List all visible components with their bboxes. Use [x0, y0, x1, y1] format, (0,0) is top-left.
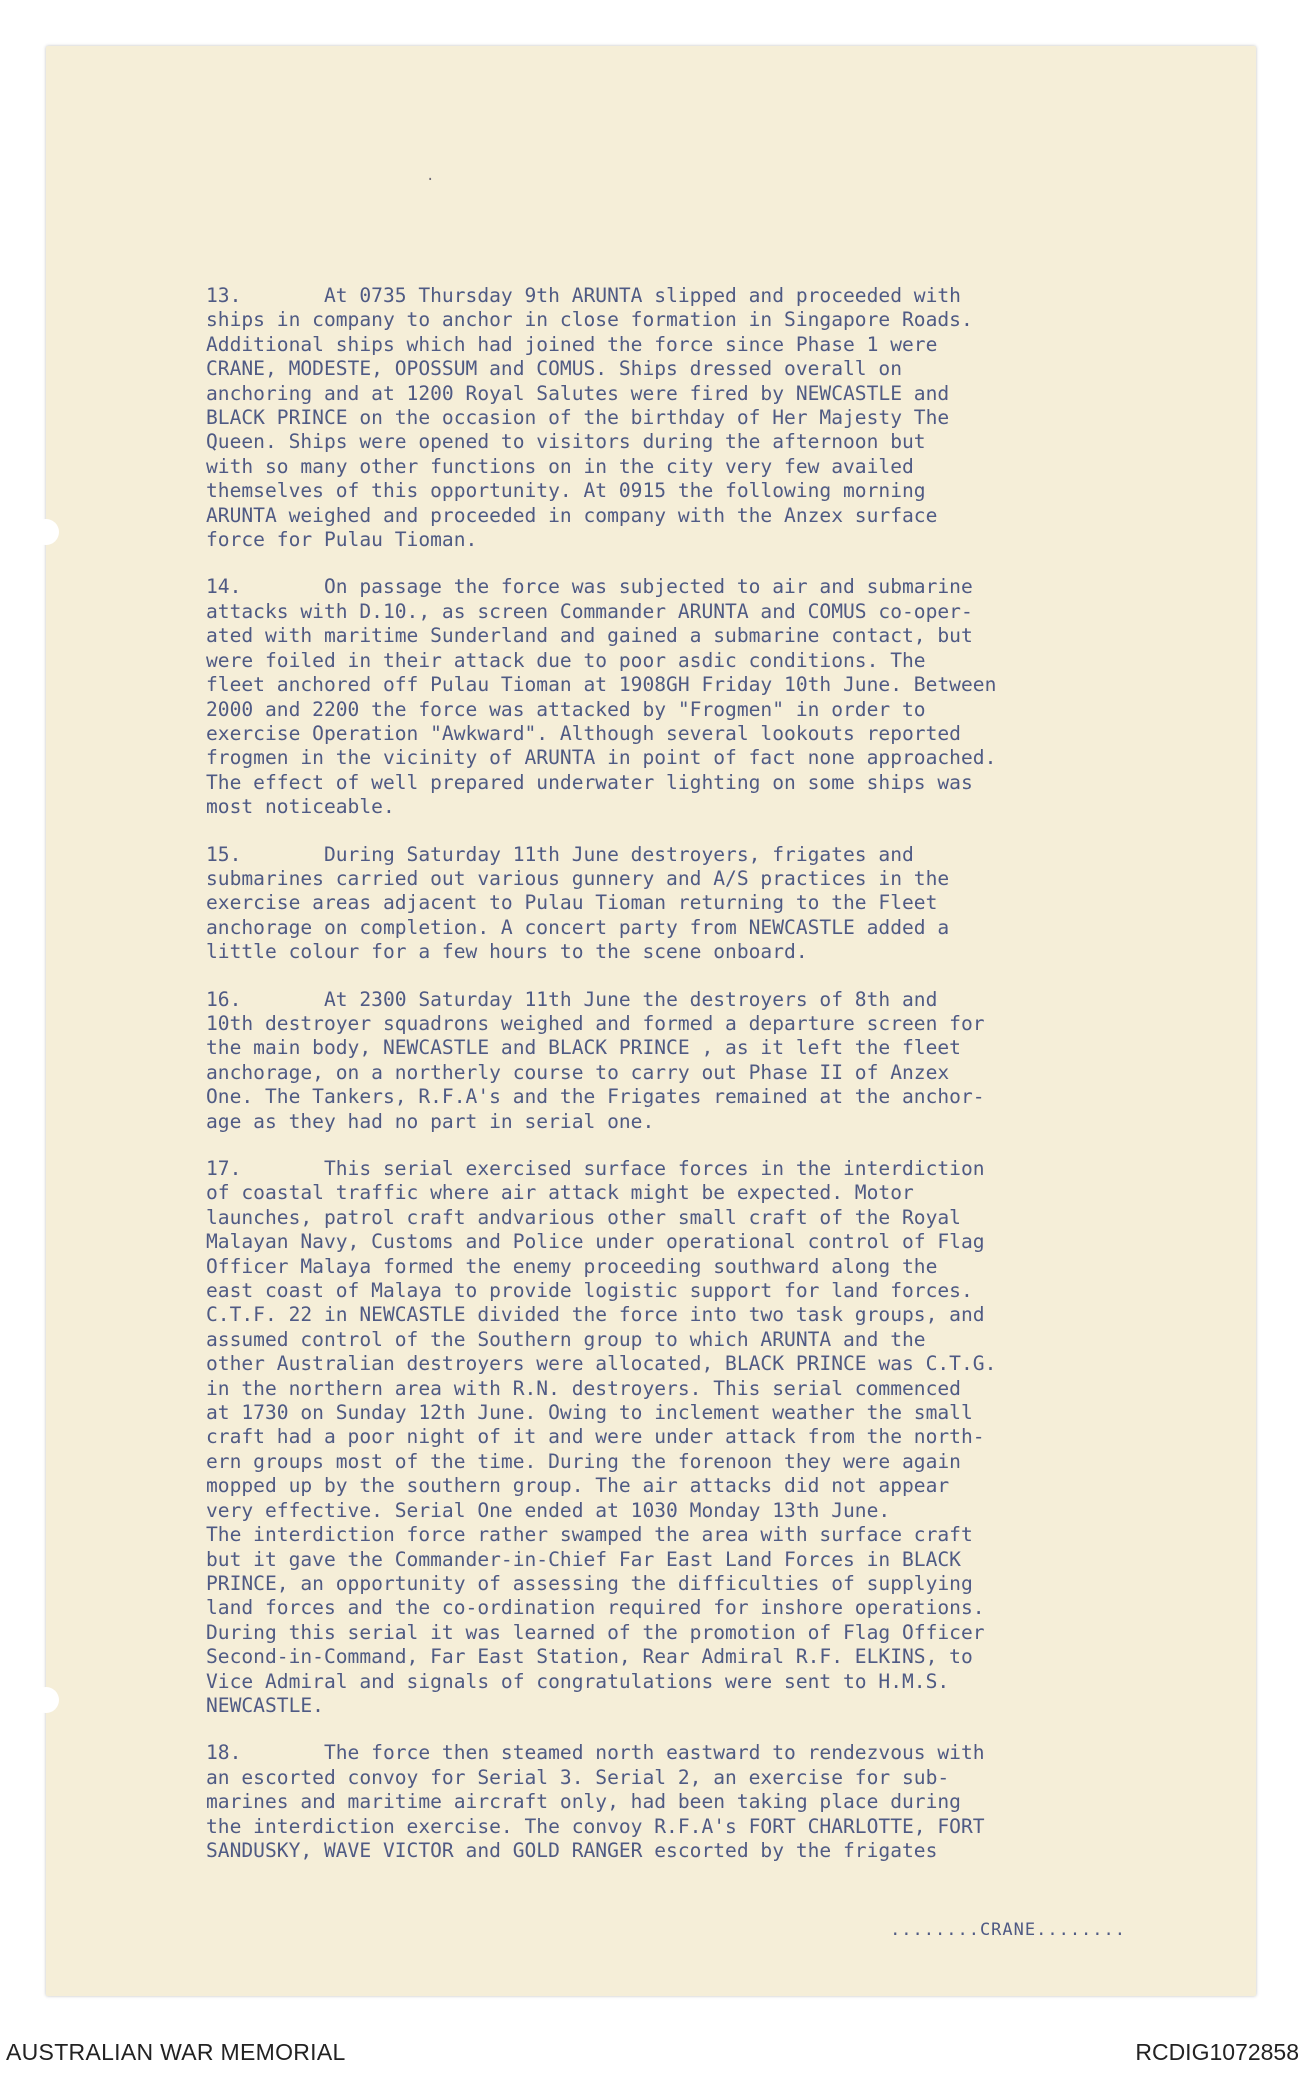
- paragraph-18: [206, 1741, 1236, 1863]
- punch-hole-bottom: [33, 1687, 59, 1713]
- paragraph-text: At 2300 Saturday 11th June the destroyers of 8th and 10th destroyer squadrons weighed and formed a departure screen for the main body, NEWCASTLE and BLACK PRINCE , as it left the fleet anchorage, on a northerly course to carry out Phase II of Anzex One. The Tankers, R.F.A's and the Frigates remained at the anchor- age as they had no part in serial one.: [206, 987, 985, 1133]
- typed-page: [46, 46, 1256, 1996]
- paragraph-number: 17.: [206, 1157, 242, 1180]
- punch-hole-top: [33, 519, 59, 545]
- paragraph-number: 16.: [206, 987, 242, 1011]
- ink-speck: ·: [426, 172, 435, 188]
- paragraph-13: [206, 284, 1236, 552]
- paragraph-text: This serial exercised surface forces in the interdiction of coastal traffic where air attack might be expected. Motor launches, patrol craft andvarious other small craft of the Royal Malayan Navy, Customs and Police under operational control of Flag Officer Malaya formed the enemy proceeding southward along the east coast of Malaya to provide logistic support for land forces. C.T.F. 22 in NEWCASTLE divided the force into two task groups, and assumed control of the Southern group to which ARUNTA and the other Australian destroyers were allocated, BLACK PRINCE was C.T.G. in the northern area with R.N. destroyers. This serial commenced at 1730 on Sunday 12th June. Owing to inclement weather the small craft had a poor night of it and were under attack from the north- ern groups most of the time. During the forenoon they were again mopped up by the southern group. The air attacks did not appear very effective. Serial One ended at 1030 Monday 13th June. The interdiction force rather swamped the area with surface craft but it gave the Commander-in-Chief Far East Land Forces in BLACK PRINCE, an opportunity of assessing the difficulties of supplying land forces and the co-ordination required for inshore operations. During this serial it was learned of the promotion of Flag Officer Second-in-Command, Far East Station, Rear Admiral R.F. ELKINS, to Vice Admiral and signals of congratulations were sent to H.M.S. NEWCASTLE.: [206, 1157, 997, 1717]
- paragraph-15: [206, 843, 1236, 965]
- body-text: [206, 284, 1236, 1886]
- paragraph-text: On passage the force was subjected to air and submarine attacks with D.10., as screen Commander ARUNTA and COMUS co-oper- ated with maritime Sunderland and gained a submarine contact, but were foiled in their attack due to poor asdic conditions. The fleet anchored off Pulau Tioman at 1908GH Friday 10th June. Between 2000 and 2200 the force was attacked by "Frogmen" in order to exercise Operation "Awkward". Although several lookouts reported frogmen in the vicinity of ARUNTA in point of fact none approached. The effect of well prepared underwater lighting on some ships was most noticeable.: [206, 575, 997, 819]
- continuation-catchword: ........CRANE........: [890, 1920, 1126, 1940]
- paragraph-14: [206, 575, 1236, 819]
- paragraph-number: 14.: [206, 575, 242, 599]
- footer-institution: AUSTRALIAN WAR MEMORIAL: [6, 2039, 346, 2065]
- paragraph-text: The force then steamed north eastward to rendezvous with an escorted convoy for Serial 3. Serial 2, an exercise for sub- marines and maritime aircraft only, had been taking place during the interdiction exercise. The convoy R.F.A's FORT CHARLOTTE, FORT SANDUSKY, WAVE VICTOR and GOLD RANGER escorted by the frigates: [206, 1741, 985, 1862]
- paragraph-16: [206, 988, 1236, 1134]
- archive-footer: [0, 2022, 1309, 2082]
- footer-record-id: RCDIG1072858: [1135, 2039, 1299, 2065]
- paragraph-number: 13.: [206, 284, 242, 307]
- paragraph-17: [206, 1157, 1236, 1718]
- paragraph-text: During Saturday 11th June destroyers, frigates and submarines carried out various gunnery and A/S practices in the exercise areas adjacent to Pulau Tioman returning to the Fleet anchorage on completion. A concert party from NEWCASTLE added a little colour for a few hours to the scene onboard.: [206, 842, 950, 964]
- paragraph-text: At 0735 Thursday 9th ARUNTA slipped and proceeded with ships in company to anchor in close formation in Singapore Roads. Additional ships which had joined the force since Phase 1 were CRANE, MODESTE, OPOSSUM and COMUS. Ships dressed overall on anchoring and at 1200 Royal Salutes were fired by NEWCASTLE and BLACK PRINCE on the occasion of the birthday of Her Majesty The Queen. Ships were opened to visitors during the afternoon but with so many other functions on in the city very few availed themselves of this opportunity. At 0915 the following morning ARUNTA weighed and proceeded in company with the Anzex surface force for Pulau Tioman.: [206, 284, 973, 552]
- paragraph-number: 15.: [206, 842, 242, 866]
- paragraph-number: 18.: [206, 1741, 242, 1765]
